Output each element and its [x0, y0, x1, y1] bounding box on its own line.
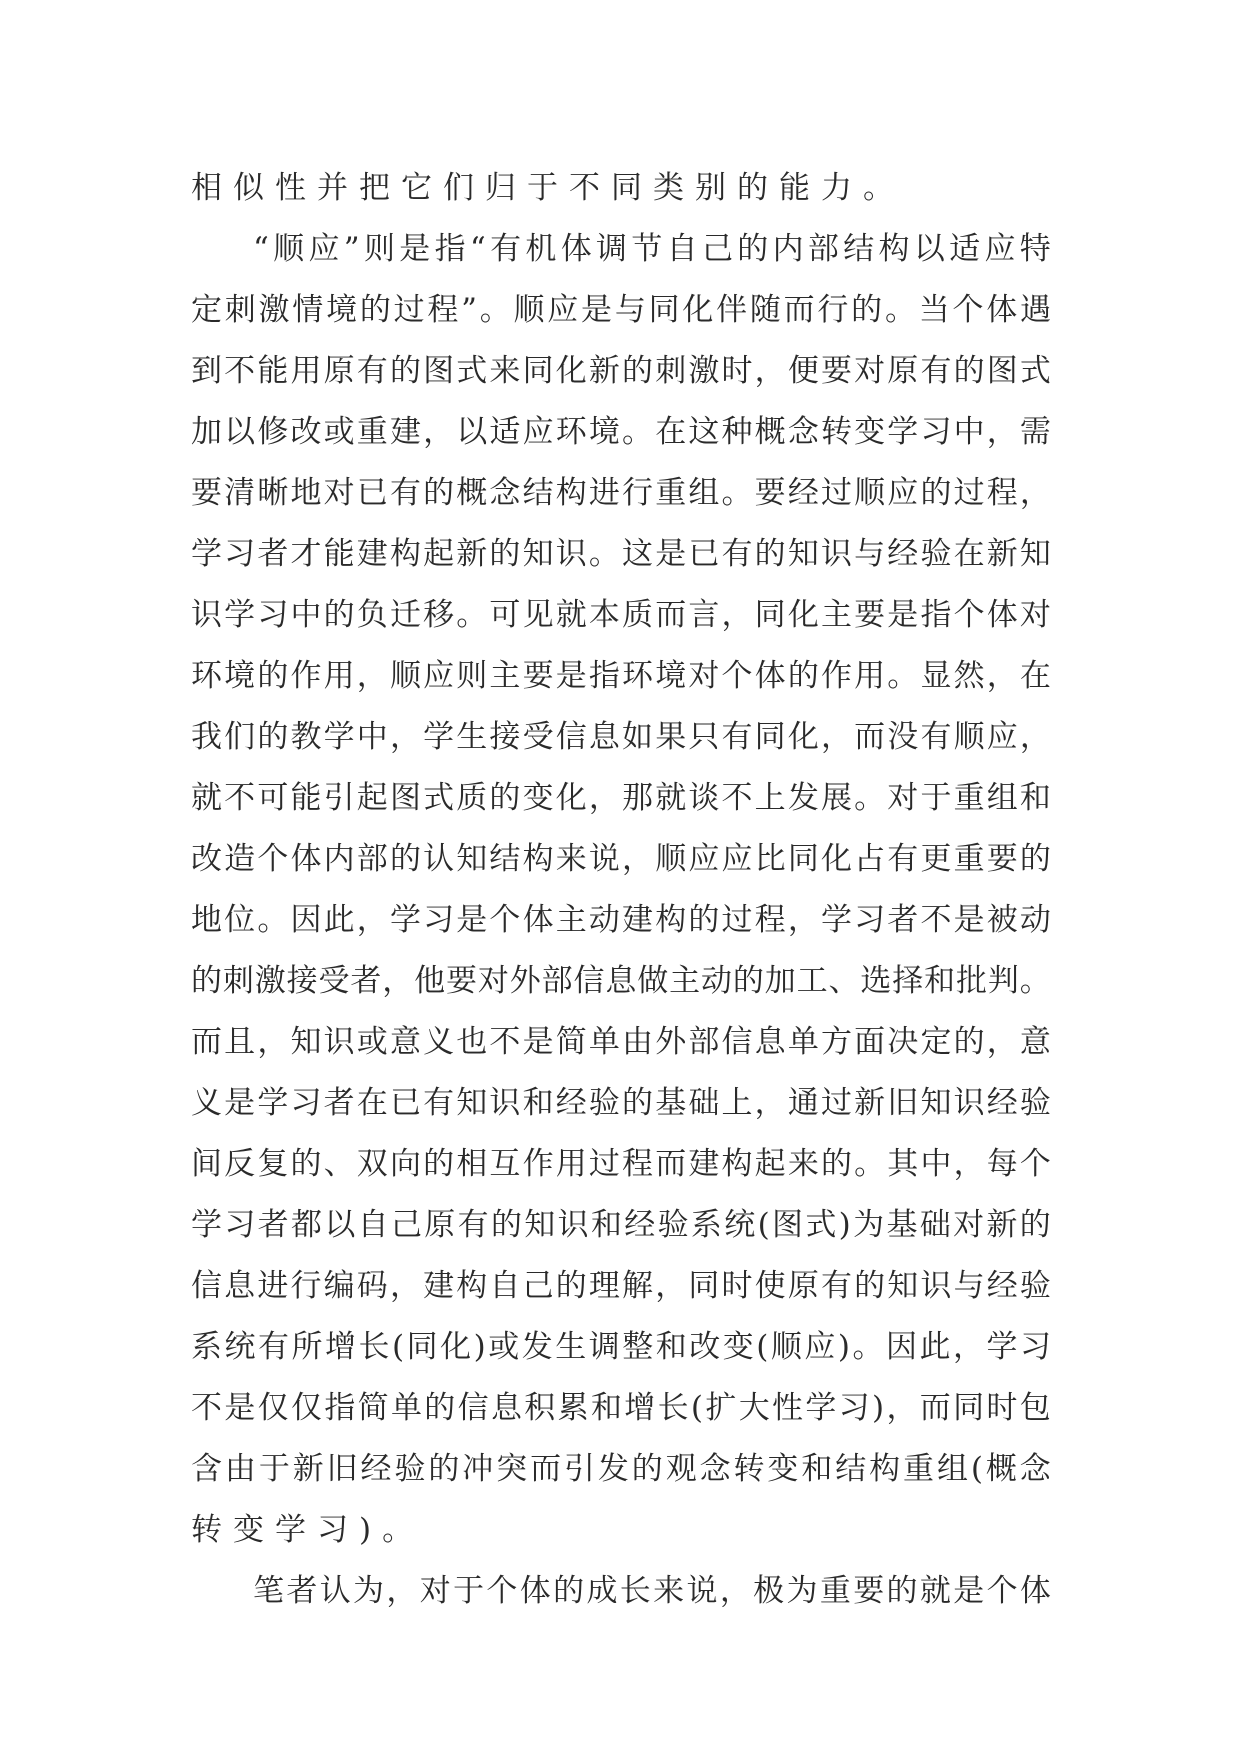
text-line: 我 们 的 教 学 中 ， 学 生 接 受 信 息 如 果 只 有 同 化 ， 而 没 有 顺 应 ， — [191, 719, 1051, 755]
text-line: 加 以 修 改 或 重 建 ， 以 适 应 环 境 。 在 这 种 概 念 转 变 学 习 中 ， 需 — [191, 414, 1051, 450]
text-line: 信 息 进 行 编 码 ， 建 构 自 己 的 理 解 ， 同 时 使 原 有 的 知 识 与 经 验 — [191, 1268, 1051, 1304]
text-line: 间 反 复 的 、 双 向 的 相 互 作 用 过 程 而 建 构 起 来 的 。 其 中 ， 每 个 — [191, 1146, 1051, 1182]
text-line: 要 清 晰 地 对 已 有 的 概 念 结 构 进 行 重 组 。 要 经 过 顺 应 的 过 程 ， — [191, 475, 1051, 511]
text-line: 含 由 于 新 旧 经 验 的 冲 突 而 引 发 的 观 念 转 变 和 结 构 重 组 ( 概 念 — [191, 1451, 1051, 1487]
body-text — [191, 158, 1051, 1622]
text-line: “ 顺 应 ” 则 是 指 “ 有 机 体 调 节 自 己 的 内 部 结 构 以 适 应 特 — [253, 231, 1051, 267]
text-line: 笔 者 认 为 ， 对 于 个 体 的 成 长 来 说 ， 极 为 重 要 的 就 是 个 体 — [253, 1573, 1051, 1609]
text-line: 不 是 仅 仅 指 简 单 的 信 息 积 累 和 增 长 ( 扩 大 性 学 习 ) ， 而 同 时 包 — [191, 1390, 1051, 1426]
text-line: 义 是 学 习 者 在 已 有 知 识 和 经 验 的 基 础 上 ， 通 过 新 旧 知 识 经 验 — [191, 1085, 1051, 1121]
text-line: 学 习 者 都 以 自 己 原 有 的 知 识 和 经 验 系 统 ( 图 式 ) 为 基 础 对 新 的 — [191, 1207, 1051, 1243]
text-line: 到 不 能 用 原 有 的 图 式 来 同 化 新 的 刺 激 时 ， 便 要 对 原 有 的 图 式 — [191, 353, 1051, 389]
text-line: 识 学 习 中 的 负 迁 移 。 可 见 就 本 质 而 言 ， 同 化 主 要 是 指 个 体 对 — [191, 597, 1051, 633]
text-line: 转变学习)。 — [191, 1512, 425, 1548]
text-line: 地 位 。 因 此 ， 学 习 是 个 体 主 动 建 构 的 过 程 ， 学 习 者 不 是 被 动 — [191, 902, 1051, 938]
text-line: 就 不 可 能 引 起 图 式 质 的 变 化 ， 那 就 谈 不 上 发 展 。 对 于 重 组 和 — [191, 780, 1051, 816]
text-line: 环 境 的 作 用 ， 顺 应 则 主 要 是 指 环 境 对 个 体 的 作 用 。 显 然 ， 在 — [191, 658, 1051, 694]
text-line: 改 造 个 体 内 部 的 认 知 结 构 来 说 ， 顺 应 应 比 同 化 占 有 更 重 要 的 — [191, 841, 1051, 877]
text-line: 定 刺 激 情 境 的 过 程 ” 。 顺 应 是 与 同 化 伴 随 而 行 的 。 当 个 体 遇 — [191, 292, 1051, 328]
text-line: 的 刺 激 接 受 者 ， 他 要 对 外 部 信 息 做 主 动 的 加 工 、 选 择 和 批 判 。 — [191, 963, 1051, 999]
text-line: 相似性并把它们归于不同类别的能力。 — [191, 170, 905, 206]
text-line: 学 习 者 才 能 建 构 起 新 的 知 识 。 这 是 已 有 的 知 识 与 经 验 在 新 知 — [191, 536, 1051, 572]
text-line: 系 统 有 所 增 长 ( 同 化 ) 或 发 生 调 整 和 改 变 ( 顺 应 ) 。 因 此 ， 学 习 — [191, 1329, 1051, 1365]
text-line: 而 且 ， 知 识 或 意 义 也 不 是 简 单 由 外 部 信 息 单 方 面 决 定 的 ， 意 — [191, 1024, 1051, 1060]
